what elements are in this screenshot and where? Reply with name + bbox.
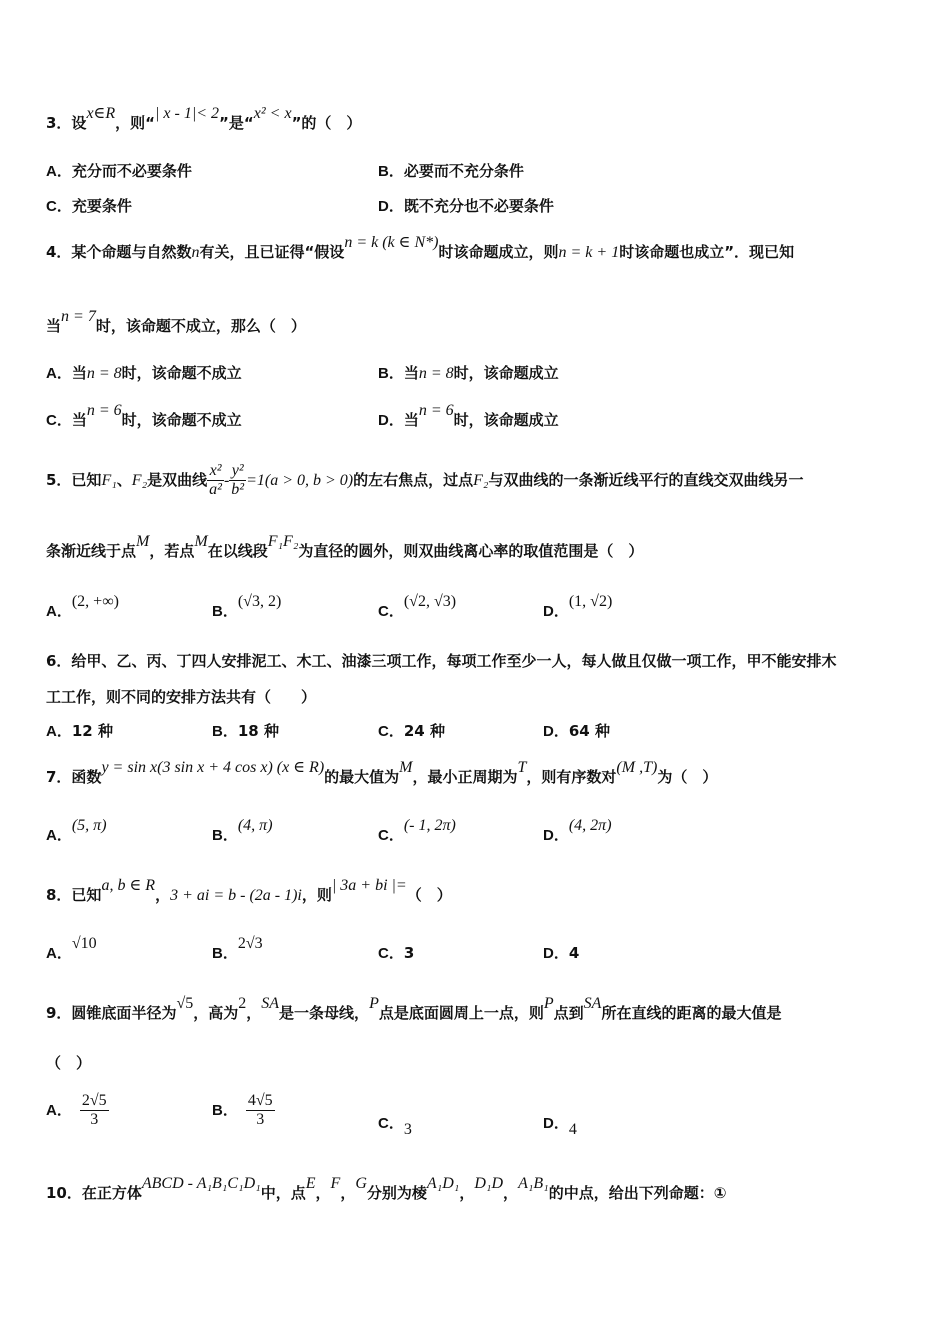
q3-option-d[interactable]: D．既不充分也不必要条件 xyxy=(378,197,554,215)
q5-option-b[interactable]: B．(√3, 2) xyxy=(212,593,282,620)
q5-stem-line2: 条渐近线于点M，若点M在以线段F₁F₂为直径的圆外，则双曲线离心率的取值范围是（ ） xyxy=(46,533,644,560)
q3-option-a[interactable]: A．充分而不必要条件 xyxy=(46,162,192,180)
q4-option-c[interactable]: C．当n = 6时，该命题不成立 xyxy=(46,402,242,429)
q8-option-b[interactable]: B．2√3 xyxy=(212,935,263,962)
q6-stem-line1: 6．给甲、乙、丙、丁四人安排泥工、木工、油漆三项工作，每项工作至少一人，每人做且仅做一项工作，甲不能安排木 xyxy=(46,652,837,670)
q9-option-a[interactable]: A． $\frac{2√5}{3}$ xyxy=(46,1092,107,1128)
q4-option-b[interactable]: B．当n = 8时，该命题成立 xyxy=(378,364,559,382)
q5-stem-line1: 5．已知F₁、F₂是双曲线 $\frac{\text{x²}}{\text{a²}}$ - $\frac{\text{y²}}{\text{b²}}$ =1(a > 0, b > 0)的左右焦点，过点F₂与双曲线的一条渐近线平行的直线交双曲线另一 xyxy=(46,462,804,498)
q4-option-d[interactable]: D．当n = 6时，该命题成立 xyxy=(378,402,559,429)
q8-option-c[interactable]: C．3 xyxy=(378,944,415,962)
q9-stem-line1: 9．圆锥底面半径为√5，高为2，SA是一条母线，P点是底面圆周上一点，则P点到SA所在直线的距离的最大值是 xyxy=(46,995,782,1022)
q7-option-b[interactable]: B．(4, π) xyxy=(212,817,273,844)
q6-option-b[interactable]: B．18 种 xyxy=(212,722,279,740)
math: n = 7 xyxy=(61,308,96,325)
q7-stem: 7．函数y = sin x(3 sin x + 4 cos x) (x ∈ R)的最大值为M，最小正周期为T，则有序数对(M ,T)为（ ） xyxy=(46,759,718,786)
q9-option-b[interactable]: B． $\frac{4√5}{3}$ xyxy=(212,1092,273,1128)
q6-option-d[interactable]: D．64 种 xyxy=(543,722,610,740)
fraction-x: $\frac{\text{x²}}{\text{a²}}$ xyxy=(209,462,222,498)
q9-stem-line2: （ ） xyxy=(46,1054,92,1072)
q6-option-a[interactable]: A．12 种 xyxy=(46,722,113,740)
math: n = k + 1 xyxy=(558,244,620,261)
q9-option-c[interactable]: C．3 xyxy=(378,1115,412,1138)
math: x∈R xyxy=(86,105,116,122)
math: | x - 1|< 2 xyxy=(155,105,220,122)
q6-stem-line2: 工工作，则不同的安排方法共有（ ） xyxy=(46,688,317,706)
q7-option-a[interactable]: A．(5, π) xyxy=(46,817,107,844)
q7-option-d[interactable]: D．(4, 2π) xyxy=(543,817,612,844)
math: x² < x xyxy=(253,105,292,122)
q7-option-c[interactable]: C．(- 1, 2π) xyxy=(378,817,456,844)
q4-stem-line1: 4．某个命题与自然数n有关，且已证得“假设n = k (k ∈ N*)时该命题成立，则n = k + 1时该命题也成立”．现已知 xyxy=(46,234,795,261)
q4-stem-line2: 当n = 7时，该命题不成立，那么（ ） xyxy=(46,308,306,335)
math: n xyxy=(191,244,200,261)
q8-option-d[interactable]: D．4 xyxy=(543,944,580,962)
q4-option-a[interactable]: A．当n = 8时，该命题不成立 xyxy=(46,364,242,382)
q3-stem: 3．设x∈R，则“| x - 1|< 2”是“x² < x”的（ ） xyxy=(46,105,362,132)
q8-stem: 8．已知a, b ∈ R，3 + ai = b - (2a - 1)i，则| 3a + bi |=（ ） xyxy=(46,877,452,904)
q3-option-b[interactable]: B．必要而不充分条件 xyxy=(378,162,524,180)
q5-option-c[interactable]: C．(√2, √3) xyxy=(378,593,457,620)
q9-option-d[interactable]: D．4 xyxy=(543,1115,577,1138)
q8-option-a[interactable]: A．√10 xyxy=(46,935,97,962)
q5-option-a[interactable]: A．(2, +∞) xyxy=(46,593,119,620)
fraction-y: $\frac{\text{y²}}{\text{b²}}$ xyxy=(231,462,245,498)
q5-option-d[interactable]: D．(1, √2) xyxy=(543,593,613,620)
math: n = k (k ∈ N*) xyxy=(344,234,439,251)
q3-option-c[interactable]: C．充要条件 xyxy=(46,197,132,215)
q10-stem: 10．在正方体ABCD - A₁B₁C₁D₁中，点E，F，G分别为棱A₁D₁，D₁D，A₁B₁的中点，给出下列命题：① xyxy=(46,1175,727,1202)
q6-option-c[interactable]: C．24 种 xyxy=(378,722,445,740)
